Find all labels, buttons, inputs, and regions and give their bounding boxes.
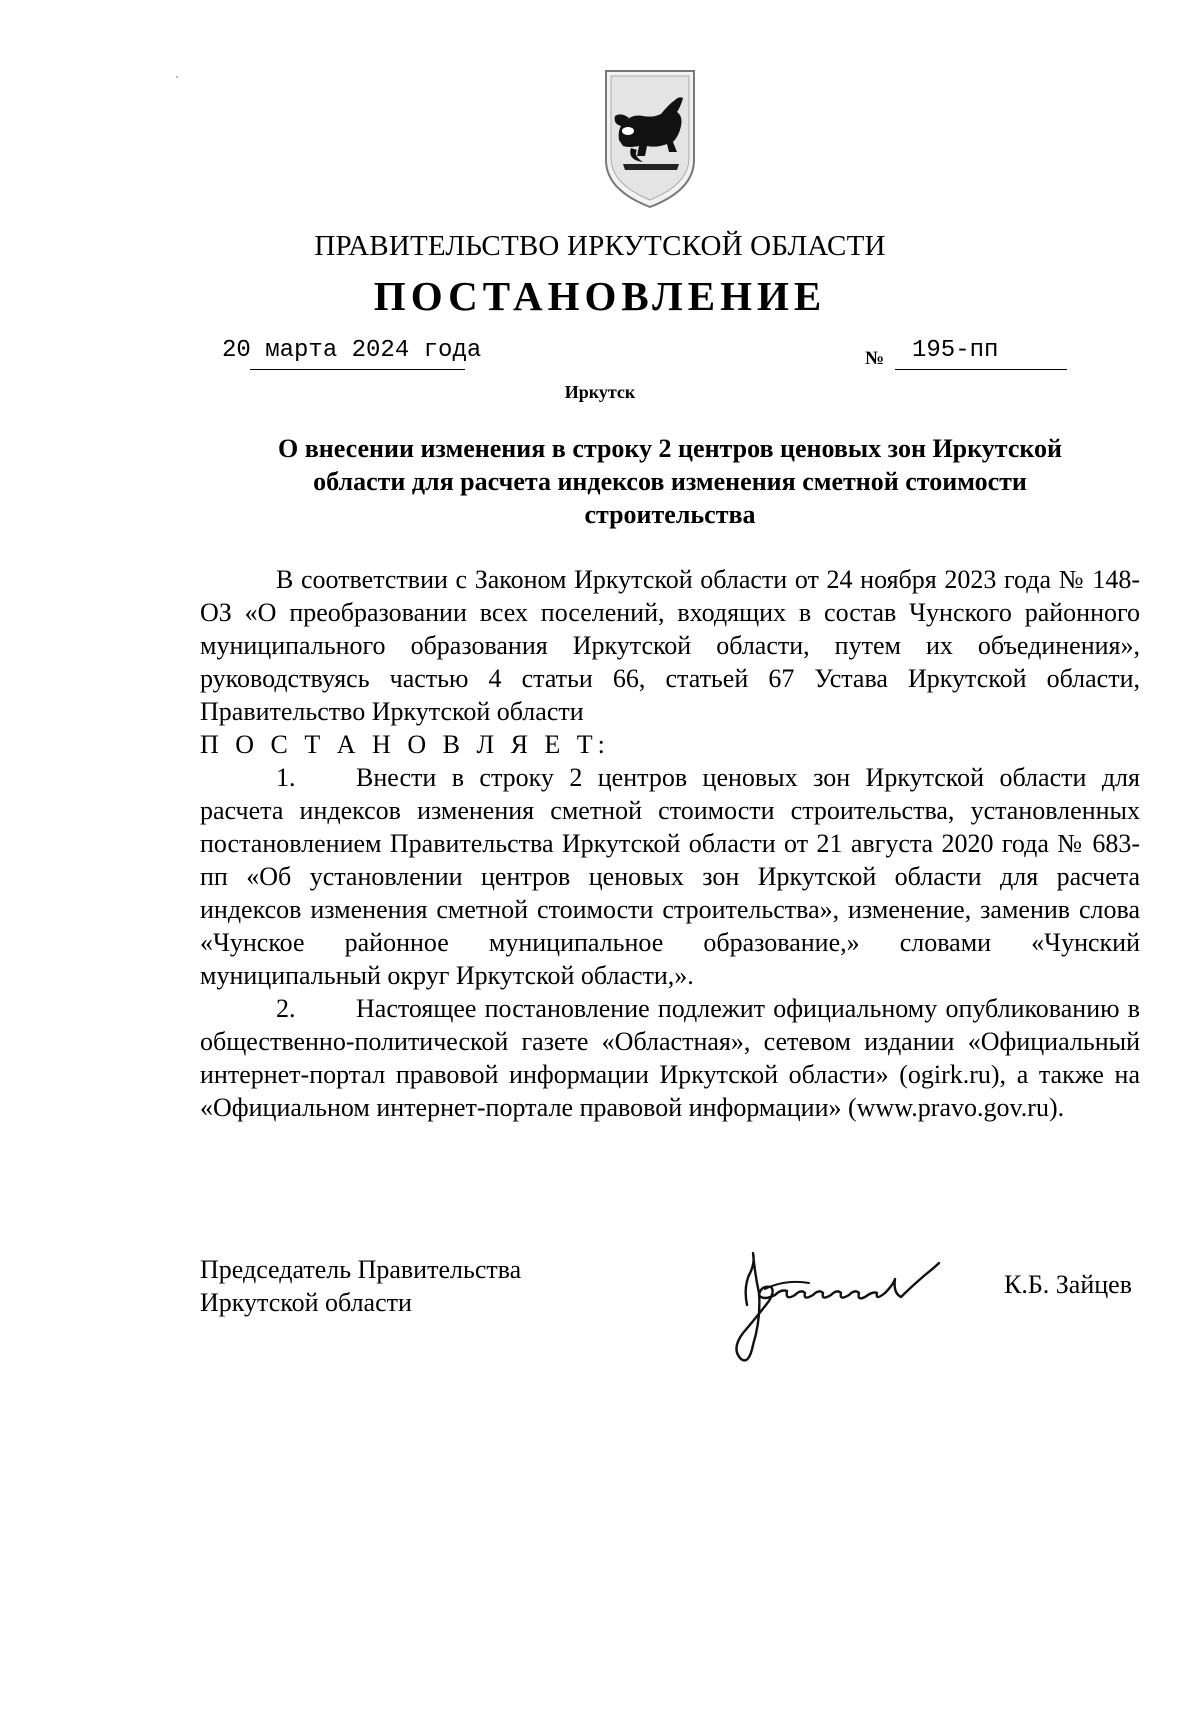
document-type-title: ПОСТАНОВЛЕНИЕ: [373, 273, 827, 319]
resolution-item: [200, 761, 1140, 992]
item-number: 1.: [276, 763, 296, 792]
document-date: 20 марта 2024 года: [222, 337, 482, 364]
signer-position-line: Иркутской области: [200, 1288, 412, 1317]
subject-line: строительства: [584, 500, 756, 529]
subject-line: О внесении изменения в строку 2 центров ценовых зон Иркутской: [278, 434, 1062, 463]
resolution-item: [200, 992, 1140, 1124]
date-underline: [250, 369, 465, 370]
irkutsk-coat-of-arms-icon: [603, 68, 697, 210]
item-text: Внести в строку 2 центров ценовых зон Иркутской области для расчета индексов изменения сметной стоимости строительства, установленных постановлением Правительства Иркутской области от 21 августа 2020 года № 683-пп «Об установлении центров ценовых зон Иркутской области для расчета индексов изменения сметной стоимости строительства», изменение, заменив слова «Чунское районное муниципальное образование,» словами «Чунский муниципальный округ Иркутской области,».: [200, 763, 1140, 990]
signer-position: [200, 1253, 521, 1319]
document-subject: [230, 432, 1110, 531]
document-number: 195-пп: [912, 337, 999, 364]
scan-speck: [176, 76, 178, 78]
document-body: [200, 563, 1140, 1124]
number-underline: [895, 369, 1067, 370]
handwritten-signature-icon: [725, 1235, 955, 1370]
government-name: ПРАВИТЕЛЬСТВО ИРКУТСКОЙ ОБЛАСТИ: [314, 230, 886, 262]
resolves-heading: П О С Т А Н О В Л Я Е Т:: [200, 730, 610, 759]
number-sign: №: [865, 348, 885, 369]
preamble-paragraph: В соответствии с Законом Иркутской области от 24 ноября 2023 года № 148-ОЗ «О преобразовании всех поселений, входящих в состав Чунского районного муниципального образования Иркутской области, путем их объединения», руководствуясь частью 4 статьи 66, статьей 67 Устава Иркутской области, Правительство Иркутской области: [200, 565, 1140, 726]
subject-line: области для расчета индексов изменения сметной стоимости: [313, 467, 1027, 496]
signer-position-line: Председатель Правительства: [200, 1255, 522, 1284]
item-number: 2.: [276, 994, 296, 1023]
item-text: Настоящее постановление подлежит официальному опубликованию в общественно-политической газете «Областная», сетевом издании «Официальный интернет-портал правовой информации Иркутской области» (ogirk.ru), а также на «Официальном интернет-портале правовой информации» (www.pravo.gov.ru).: [200, 994, 1140, 1122]
city-name: Иркутск: [564, 382, 636, 402]
signer-name: К.Б. Зайцев: [1004, 1270, 1132, 1299]
